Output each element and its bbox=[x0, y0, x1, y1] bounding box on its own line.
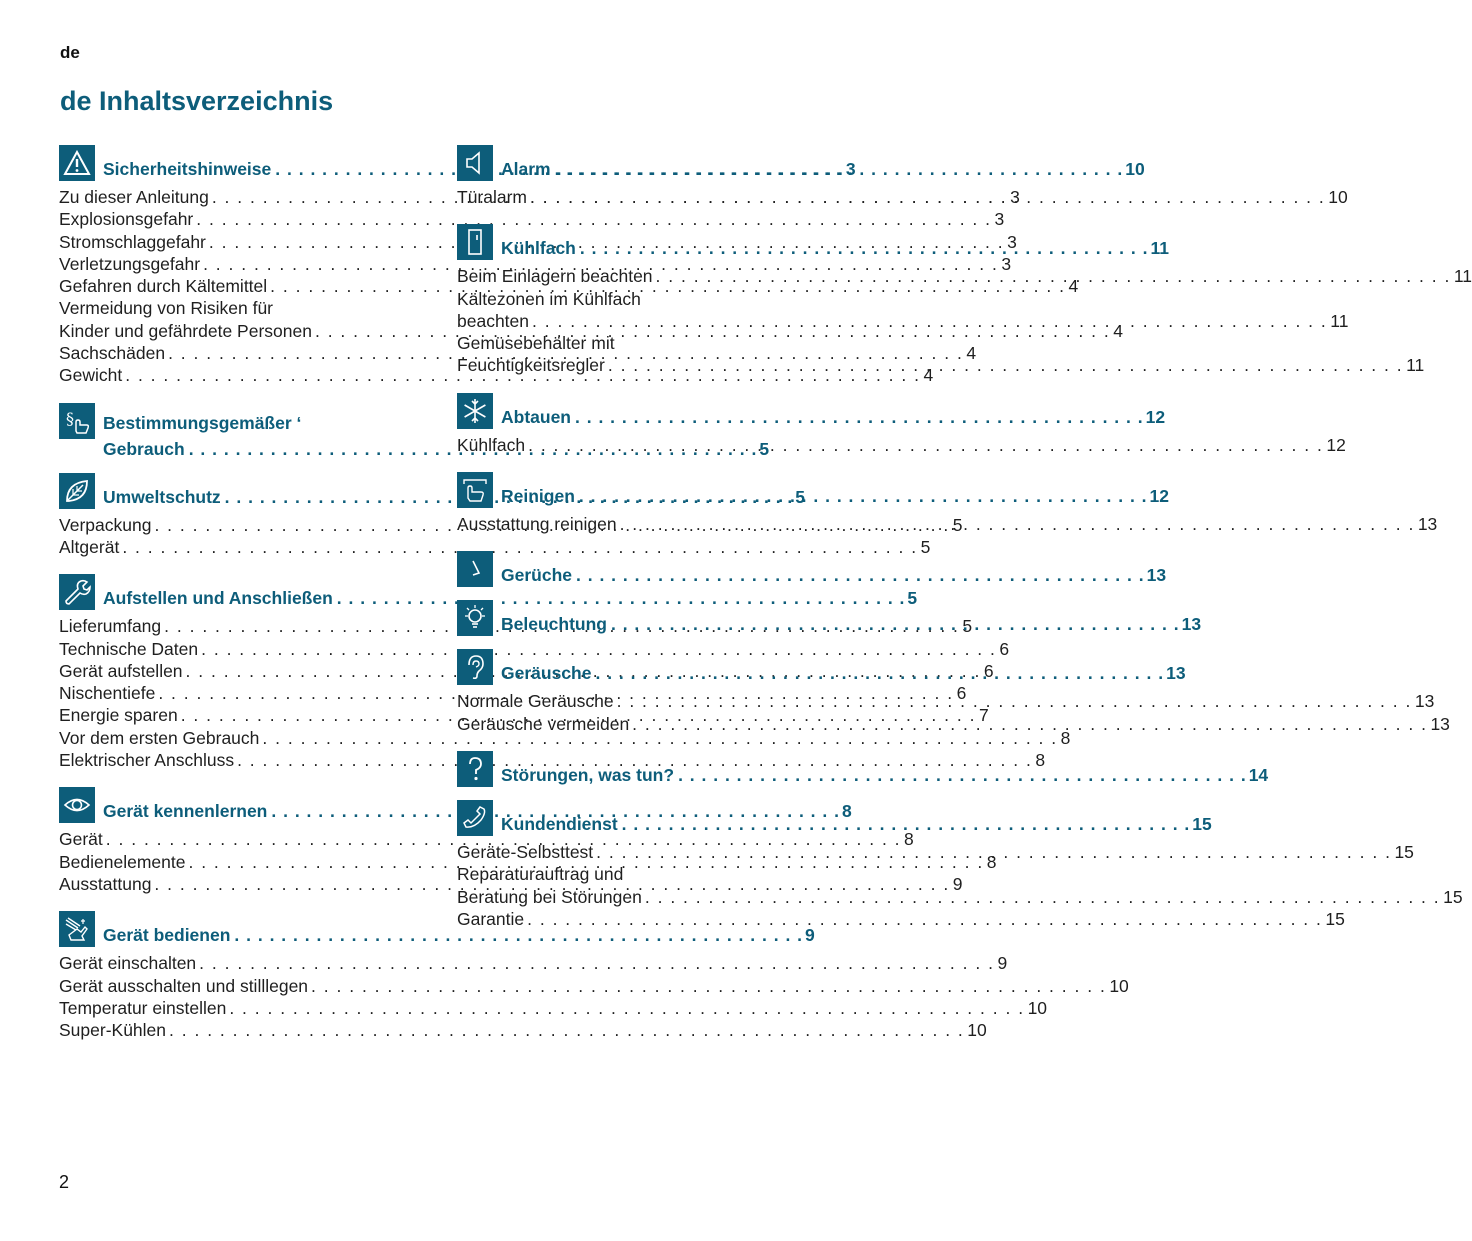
entry-page: 6 bbox=[956, 683, 967, 704]
section-page: 9 bbox=[805, 925, 815, 946]
section-title: Kühlfach bbox=[501, 238, 576, 259]
entry-text: Temperatur einstellen bbox=[59, 997, 227, 1018]
toc-entry[interactable] bbox=[457, 354, 1425, 376]
entry-text: Technische Daten bbox=[59, 638, 199, 659]
language-code: de bbox=[60, 43, 80, 62]
section-page: 8 bbox=[842, 801, 852, 822]
entry-page: 3 bbox=[1010, 187, 1020, 207]
entry-page: 10 bbox=[1109, 975, 1129, 996]
section-page: 11 bbox=[1150, 238, 1169, 259]
entry-page: 3 bbox=[1001, 253, 1012, 274]
hand-press-icon bbox=[59, 911, 95, 947]
entry-text: Bedienelemente bbox=[59, 851, 186, 872]
warning-icon bbox=[59, 145, 95, 181]
entry-page: 13 bbox=[1430, 713, 1450, 734]
entry-text: Beratung bei Störungen bbox=[457, 886, 642, 907]
section-heading[interactable] bbox=[457, 472, 1169, 508]
section-page: 5 bbox=[907, 588, 918, 609]
entry-page: 5 bbox=[962, 616, 973, 637]
entry-page: 4 bbox=[1113, 320, 1123, 341]
entry-text: Energie sparen bbox=[59, 705, 178, 726]
entry-page: 5 bbox=[952, 514, 963, 535]
entry-page: 4 bbox=[966, 343, 977, 364]
svg-text:§: § bbox=[66, 408, 74, 428]
entry-page: 6 bbox=[999, 638, 1010, 659]
section-title: Reinigen bbox=[501, 486, 575, 507]
toc-section-reinigen bbox=[457, 472, 1438, 535]
page-title: de Inhaltsverzeichnis bbox=[60, 86, 334, 116]
toc-entry[interactable] bbox=[59, 997, 1048, 1019]
entry-text: Ausstattung bbox=[59, 873, 152, 894]
entry-text: Explosionsgefahr bbox=[59, 209, 194, 230]
entry-text: Stromschlaggefahr bbox=[59, 231, 206, 252]
section-page: 12 bbox=[1145, 406, 1166, 427]
entry-page: 3 bbox=[994, 209, 1005, 230]
entry-page: 9 bbox=[952, 873, 963, 894]
section-page: 10 bbox=[1125, 159, 1145, 179]
lightbulb-icon bbox=[457, 600, 493, 636]
toc-section-gerueche bbox=[457, 551, 1167, 587]
nose-icon bbox=[457, 551, 493, 587]
toc-entry[interactable] bbox=[59, 208, 1005, 230]
page-number: 2 bbox=[59, 1172, 70, 1192]
entry-text: Gerät einschalten bbox=[59, 953, 197, 974]
entry-text: Sachschäden bbox=[59, 343, 166, 364]
toc-entry[interactable] bbox=[59, 975, 1129, 997]
section-title: Gebrauch bbox=[103, 438, 185, 459]
entry-text-line1: Kältezonen im Kühlfach bbox=[457, 288, 641, 309]
phone-icon bbox=[457, 800, 493, 836]
entry-text: Normale Geräusche bbox=[457, 691, 614, 712]
toc-column-right bbox=[457, 145, 1472, 946]
toc-entry[interactable] bbox=[457, 690, 1435, 712]
speaker-icon bbox=[457, 145, 493, 181]
entry-text: Gefahren durch Kältemittel bbox=[59, 276, 268, 297]
toc-entry[interactable] bbox=[457, 841, 1414, 863]
entry-text: Nischentiefe bbox=[59, 683, 156, 704]
section-heading[interactable] bbox=[457, 551, 1167, 587]
entry-page: 15 bbox=[1325, 908, 1345, 929]
eye-icon bbox=[59, 787, 95, 823]
entry-text: Ausstattung reinigen bbox=[457, 514, 617, 535]
toc-entry[interactable] bbox=[457, 186, 1348, 208]
entry-page: 10 bbox=[1328, 187, 1348, 207]
section-title: Kundendienst bbox=[501, 813, 618, 834]
section-title: Gerät kennenlernen bbox=[103, 801, 268, 822]
toc-entry[interactable] bbox=[59, 749, 1046, 771]
toc-section-geraeusche bbox=[457, 649, 1450, 735]
entry-page: 8 bbox=[1035, 750, 1046, 771]
section-heading[interactable] bbox=[457, 751, 1269, 787]
entry-text: Verpackung bbox=[59, 514, 152, 535]
toc-section-abtauen bbox=[457, 393, 1346, 456]
entry-text: Geräusche vermeiden bbox=[457, 713, 630, 734]
entry-page: 10 bbox=[1027, 997, 1048, 1018]
entry-text: Kühlfach bbox=[457, 434, 526, 455]
toc-section-kundendienst bbox=[457, 800, 1463, 930]
toc-entry[interactable] bbox=[457, 265, 1472, 287]
section-heading[interactable] bbox=[457, 600, 1202, 636]
entry-text-line1: Gemüsebehälter mit bbox=[457, 333, 615, 354]
section-page: 13 bbox=[1166, 663, 1186, 684]
entry-page: 15 bbox=[1394, 841, 1414, 862]
entry-text: Gerät aufstellen bbox=[59, 660, 183, 681]
toc-entry[interactable] bbox=[457, 434, 1346, 456]
entry-page: 4 bbox=[923, 365, 934, 386]
section-page: 5 bbox=[795, 486, 806, 507]
entry-page: 13 bbox=[1417, 514, 1438, 535]
entry-text-line1: Reparaturauftrag und bbox=[457, 864, 624, 885]
section-heading[interactable] bbox=[457, 224, 1169, 260]
toc-entry[interactable] bbox=[59, 638, 1010, 660]
entry-text: Zu dieser Anleitung bbox=[59, 187, 209, 207]
toc-section-stoerungen bbox=[457, 751, 1269, 787]
toc-entry[interactable] bbox=[457, 908, 1345, 930]
fridge-icon bbox=[457, 224, 493, 260]
section-title-line1: Bestimmungsgemäßer ‘ bbox=[103, 412, 302, 433]
section-title: Störungen, was tun? bbox=[501, 764, 675, 785]
section-page: 12 bbox=[1149, 486, 1169, 507]
wrench-icon bbox=[59, 574, 95, 610]
section-page: 13 bbox=[1181, 614, 1202, 635]
entry-text: Super-Kühlen bbox=[59, 1020, 167, 1041]
entry-page: 10 bbox=[967, 1020, 987, 1041]
section-title: Umweltschutz bbox=[103, 486, 221, 507]
section-page: 15 bbox=[1192, 813, 1212, 834]
section-title: Alarm bbox=[501, 159, 551, 179]
toc-entry[interactable] bbox=[457, 886, 1463, 908]
section-title: Sicherheitshinweise bbox=[103, 159, 272, 179]
entry-page: 8 bbox=[904, 829, 914, 850]
section-heading[interactable] bbox=[457, 800, 1212, 836]
entry-page: 3 bbox=[1007, 231, 1017, 252]
entry-text: Beim Einlagern beachten bbox=[457, 266, 653, 287]
toc-entry[interactable] bbox=[59, 1019, 987, 1041]
entry-page: 15 bbox=[1443, 886, 1463, 907]
section-page: 14 bbox=[1248, 764, 1269, 785]
section-page: 5 bbox=[759, 438, 770, 459]
section-heading[interactable] bbox=[457, 393, 1166, 429]
entry-text: Altgerät bbox=[59, 536, 120, 557]
entry-page: 8 bbox=[1060, 727, 1071, 748]
section-title: Gerät bedienen bbox=[103, 925, 231, 946]
cleaning-hand-icon bbox=[457, 472, 493, 508]
entry-text: Feuchtigkeitsregler bbox=[457, 355, 605, 376]
entry-text: Lieferumfang bbox=[59, 616, 162, 637]
toc-entry[interactable] bbox=[59, 253, 1012, 275]
leaf-icon bbox=[59, 473, 95, 509]
entry-text: Gerät ausschalten und stilllegen bbox=[59, 975, 309, 996]
toc-entry[interactable] bbox=[457, 513, 1438, 535]
entry-page: 12 bbox=[1326, 434, 1346, 455]
section-title: Geräusche bbox=[501, 663, 592, 684]
toc-section-kuehlfach bbox=[457, 224, 1472, 376]
section-page: 3 bbox=[845, 159, 856, 179]
toc-section-beleuchtung bbox=[457, 600, 1202, 636]
snowflake-icon bbox=[457, 393, 493, 429]
entry-page: 11 bbox=[1453, 266, 1472, 287]
entry-page: 11 bbox=[1406, 355, 1425, 376]
ear-icon bbox=[457, 649, 493, 685]
section-heading[interactable] bbox=[457, 145, 1145, 181]
section-title: Beleuchtung bbox=[501, 614, 607, 635]
entry-text: Verletzungsgefahr bbox=[59, 253, 201, 274]
entry-page: 6 bbox=[983, 660, 994, 681]
entry-page: 4 bbox=[1068, 276, 1079, 297]
toc-entry[interactable] bbox=[59, 536, 931, 558]
entry-text: Elektrischer Anschluss bbox=[59, 750, 235, 771]
entry-page: 8 bbox=[986, 851, 997, 872]
section-page: 13 bbox=[1146, 565, 1167, 586]
section-heading[interactable] bbox=[457, 649, 1186, 685]
entry-page: 5 bbox=[920, 536, 931, 557]
entry-page: 11 bbox=[1330, 310, 1349, 331]
entry-text: Gewicht bbox=[59, 365, 123, 386]
entry-text: Garantie bbox=[457, 908, 525, 929]
toc-entry[interactable] bbox=[59, 828, 914, 850]
toc-section-alarm bbox=[457, 145, 1348, 208]
toc-entry[interactable] bbox=[59, 952, 1008, 974]
question-icon bbox=[457, 751, 493, 787]
section-title: Gerüche bbox=[501, 565, 572, 586]
toc-entry[interactable] bbox=[457, 713, 1450, 735]
toc-entry[interactable] bbox=[457, 310, 1349, 332]
entry-text: Kinder und gefährdete Personen bbox=[59, 320, 312, 341]
section-title: Aufstellen und Anschließen bbox=[103, 588, 333, 609]
entry-text: Gerät bbox=[59, 829, 103, 850]
entry-page: 9 bbox=[997, 953, 1008, 974]
entry-text-line1: Vermeidung von Risiken für bbox=[59, 298, 273, 319]
toc-entry[interactable] bbox=[59, 727, 1071, 749]
entry-page: 13 bbox=[1414, 691, 1435, 712]
entry-text: beachten bbox=[457, 310, 530, 331]
entry-text: Geräte-Selbsttest bbox=[457, 841, 594, 862]
entry-page: 7 bbox=[978, 705, 989, 726]
entry-text: Vor dem ersten Gebrauch bbox=[59, 727, 260, 748]
section-heading[interactable] bbox=[59, 787, 852, 823]
entry-text: Türalarm bbox=[457, 187, 528, 207]
section-title: Abtauen bbox=[501, 406, 571, 427]
paragraph-hand-icon bbox=[59, 403, 95, 439]
